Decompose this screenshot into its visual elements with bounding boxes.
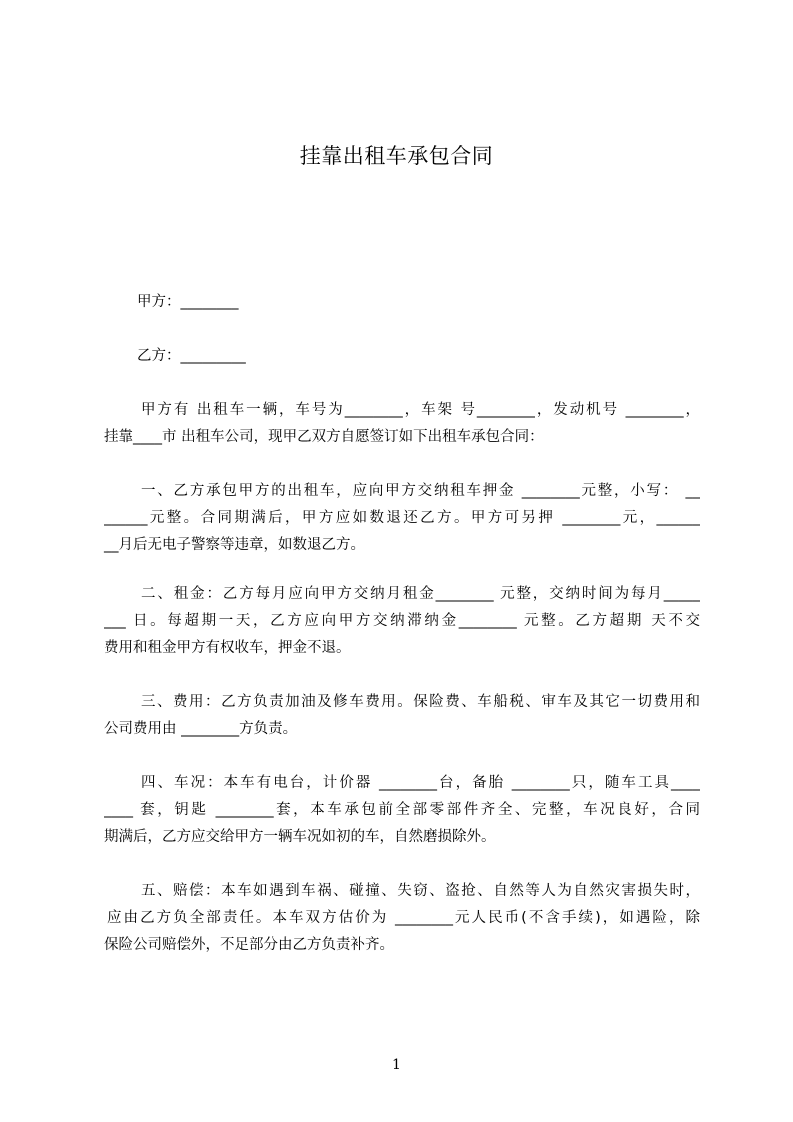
paragraph-line: 保险公司赔偿外，不足部分由乙方负责补齐。 <box>104 937 394 953</box>
party-b-line: 乙方：_________ <box>137 348 246 364</box>
paragraph-line: 三、费用：乙方负责加油及修车费用。保险费、车船税、审车及其它一切费用和 <box>141 694 700 710</box>
paragraph-line: 挂靠____市 出租车公司，现甲乙双方自愿签订如下出租车承包合同： <box>104 429 544 445</box>
paragraph-line: 期满后，乙方应交给甲方一辆车况如初的车，自然磨损除外。 <box>104 829 496 845</box>
page-number: 1 <box>392 1057 401 1073</box>
paragraph-line: 二、租金：乙方每月应向甲方交纳月租金________ 元整，交纳时间为每月_____ <box>141 586 700 602</box>
paragraph-line: __月后无电子警察等违章，如数退乙方。 <box>104 537 365 553</box>
paragraph-line: 四、车况：本车有电台，计价器 ________台，备胎 ________只，随车工具____ <box>141 775 700 791</box>
paragraph-line: ____ 套，钥匙 ________套，本车承包前全部零部件齐全、完整，车况良好，合同 <box>104 802 700 818</box>
paragraph-line: 五、赔偿：本车如遇到车祸、碰撞、失窃、盗抢、自然等人为自然灾害损失时， <box>141 883 700 899</box>
party-a-line: 甲方：________ <box>137 294 239 310</box>
paragraph-line: 一、乙方承包甲方的出租车，应向甲方交纳租车押金 ________元整，小写： __ <box>141 483 700 499</box>
paragraph-line: 应由乙方负全部责任。本车双方估价为 ________元人民币(不含手续)，如遇险，除 <box>107 910 700 926</box>
paragraph-line: 甲方有 出租车一辆，车号为________，车架 号________，发动机号 ________， <box>141 402 700 418</box>
paragraph-line: 公司费用由 ________方负责。 <box>104 721 298 737</box>
paragraph-line: 费用和租金甲方有权收车，押金不退。 <box>104 640 351 656</box>
document-title: 挂靠出租车承包合同 <box>299 144 494 168</box>
paragraph-line: ______元整。合同期满后，甲方应如数退还乙方。甲方可另押 ________元，______ <box>104 510 700 526</box>
paragraph-line: ___ 日。每超期一天，乙方应向甲方交纳滞纳金________ 元整。乙方超期 天不交 <box>104 613 700 629</box>
